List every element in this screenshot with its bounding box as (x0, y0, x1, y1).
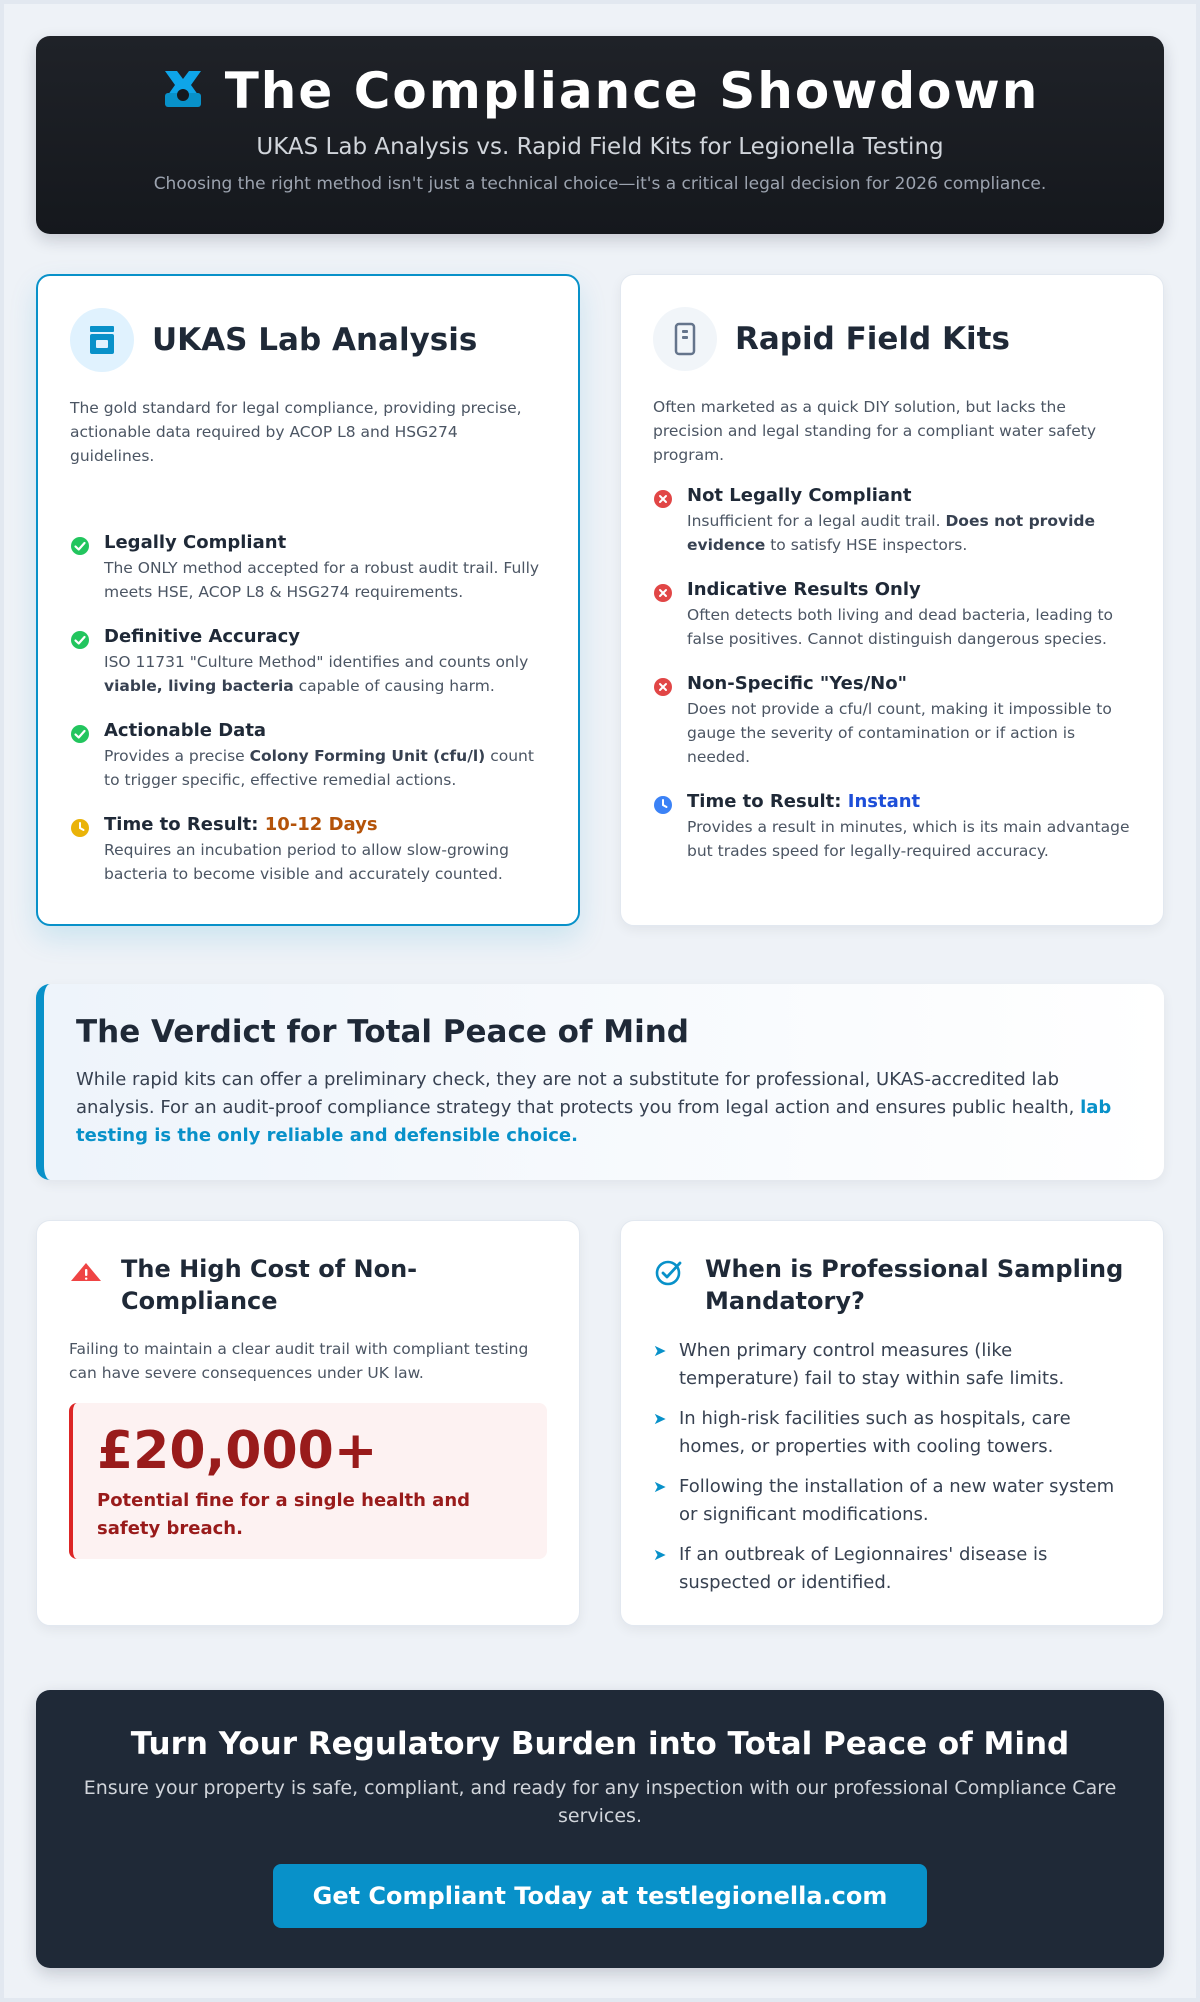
kit-item-title: Indicative Results Only (687, 579, 921, 600)
kit-card-title: Rapid Field Kits (735, 321, 1010, 357)
lab-item-time-to-result (70, 814, 550, 886)
kit-item-not-compliant (653, 485, 1135, 557)
warning-triangle-icon (69, 1255, 103, 1289)
get-compliant-button[interactable]: Get Compliant Today at testlegionella.com (273, 1864, 927, 1928)
kit-item-title: Non-Specific "Yes/No" (687, 673, 907, 694)
lab-item-text: Requires an incubation period to allow slow-growing bacteria to become visible and accurately counted. (104, 841, 509, 883)
kit-item-text: Does not provide a cfu/l count, making it impossible to gauge the severity of contamination or if action is needed. (687, 700, 1112, 766)
clock-icon (653, 795, 673, 815)
kit-item-title: Time to Result: Instant (687, 791, 921, 812)
lab-benefit-list (70, 532, 550, 908)
kit-item-title: Not Legally Compliant (687, 485, 912, 506)
lab-item-text: The ONLY method accepted for a robust audit trail. Fully meets HSE, ACOP L8 & HSG274 requirements. (104, 559, 540, 601)
kit-drawback-list (653, 485, 1135, 885)
when-card-title: When is Professional Sampling Mandatory? (705, 1255, 1124, 1315)
verdict-highlight: lab testing is the only reliable and defensible choice. (76, 1097, 1112, 1146)
lab-item-title: Actionable Data (104, 720, 267, 741)
lab-item-definitive-accuracy (70, 626, 550, 698)
check-circle-icon (70, 630, 90, 650)
fine-amount: £20,000+ (97, 1421, 378, 1481)
check-circle-icon (70, 724, 90, 744)
kit-icon-badge (653, 307, 717, 371)
page-title: The Compliance Showdown (224, 62, 1040, 120)
check-badge-icon (653, 1255, 687, 1289)
fine-label: Potential fine for a single health and safety breach. (97, 1490, 471, 1539)
arrow-right-icon: ➤ (653, 1409, 667, 1428)
cost-card-title: The High Cost of Non-Compliance (121, 1255, 418, 1315)
verdict-title: The Verdict for Total Peace of Mind (76, 1014, 689, 1050)
verdict-panel (36, 984, 1164, 1180)
x-circle-icon (653, 583, 673, 603)
lab-analysis-card (36, 274, 580, 926)
lab-item-title: Legally Compliant (104, 532, 287, 553)
fine-callout (69, 1403, 547, 1559)
x-circle-icon (653, 489, 673, 509)
test-kit-icon (674, 322, 696, 356)
kit-item-time-to-result (653, 791, 1135, 863)
cost-card-description: Failing to maintain a clear audit trail with compliant testing can have severe consequences under UK law. (69, 1340, 529, 1382)
kit-item-non-specific (653, 673, 1135, 769)
lab-building-icon (87, 324, 117, 356)
check-circle-icon (70, 536, 90, 556)
list-item: ➤ Following the installation of a new water system or significant modifications. (653, 1473, 1131, 1529)
page-header (36, 36, 1164, 234)
verdict-text: While rapid kits can offer a preliminary check, they are not a substitute for professional, UKAS-accredited lab analysis. For an audit-proof compliance strategy that protects you from legal action and ensures public health, lab testing is the only reliable and defensible choice. (76, 1069, 1112, 1146)
kit-item-text: Provides a result in minutes, which is its main advantage but trades speed for legally-required accuracy. (687, 818, 1130, 860)
cta-title: Turn Your Regulatory Burden into Total Peace of Mind (130, 1726, 1070, 1762)
cta-text: Ensure your property is safe, compliant, and ready for any inspection with our professional Compliance Care services. (83, 1777, 1117, 1827)
list-item: ➤ When primary control measures (like temperature) fail to stay within safe limits. (653, 1337, 1131, 1393)
lab-item-legally-compliant (70, 532, 550, 604)
non-compliance-cost-card (36, 1220, 580, 1626)
call-to-action-panel (36, 1690, 1164, 1968)
list-item: ➤ If an outbreak of Legionnaires' disease is suspected or identified. (653, 1541, 1131, 1597)
compliance-logo-icon (161, 69, 205, 113)
when-list (621, 1317, 1163, 1597)
arrow-right-icon: ➤ (653, 1341, 667, 1360)
rapid-kits-card (620, 274, 1164, 926)
lab-item-title: Definitive Accuracy (104, 626, 300, 647)
kit-result-time: Instant (847, 791, 921, 812)
mandatory-sampling-card (620, 1220, 1164, 1626)
page-subtitle: UKAS Lab Analysis vs. Rapid Field Kits for Legionella Testing (256, 134, 944, 160)
kit-item-text: Insufficient for a legal audit trail. Does not provide evidence to satisfy HSE inspectors. (687, 512, 1095, 554)
lab-icon-badge (70, 308, 134, 372)
clock-icon (70, 818, 90, 838)
lab-result-time: 10-12 Days (264, 814, 378, 835)
lab-item-text: ISO 11731 "Culture Method" identifies and counts only viable, living bacteria capable of causing harm. (104, 653, 529, 695)
kit-card-description: Often marketed as a quick DIY solution, but lacks the precision and legal standing for a compliant water safety program. (653, 398, 1097, 464)
kit-item-indicative-results (653, 579, 1135, 651)
arrow-right-icon: ➤ (653, 1545, 667, 1564)
lab-item-title: Time to Result: 10-12 Days (104, 814, 378, 835)
lab-item-actionable-data (70, 720, 550, 792)
lab-card-description: The gold standard for legal compliance, providing precise, actionable data required by ACOP L8 and HSG274 guidelines. (70, 399, 522, 465)
lab-card-title: UKAS Lab Analysis (152, 322, 478, 358)
list-item: ➤ In high-risk facilities such as hospitals, care homes, or properties with cooling towers. (653, 1405, 1131, 1461)
kit-item-text: Often detects both living and dead bacteria, leading to false positives. Cannot distinguish dangerous species. (687, 606, 1114, 648)
arrow-right-icon: ➤ (653, 1477, 667, 1496)
x-circle-icon (653, 677, 673, 697)
page-tagline: Choosing the right method isn't just a technical choice—it's a critical legal decision for 2026 compliance. (153, 174, 1047, 194)
lab-item-text: Provides a precise Colony Forming Unit (cfu/l) count to trigger specific, effective remedial actions. (104, 747, 534, 789)
